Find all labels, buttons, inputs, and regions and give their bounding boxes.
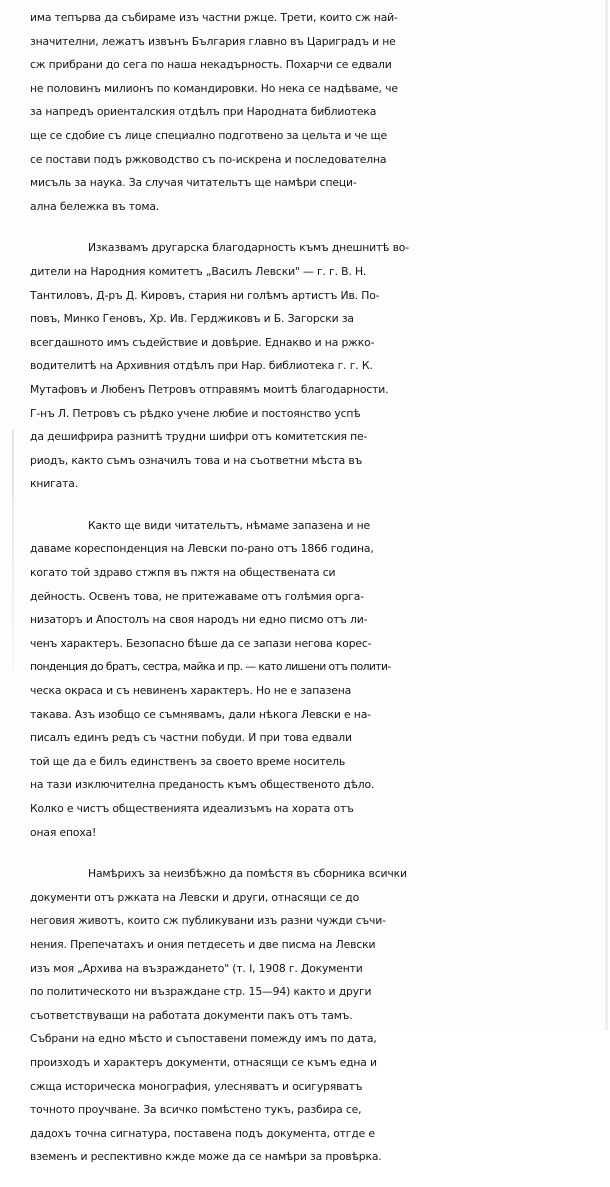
text-line: риодъ, както съмъ означилъ това и на съответни мѣста въ bbox=[30, 453, 363, 467]
scan-artifact-left bbox=[12, 430, 14, 670]
text-line: неговия животъ, които сж публикувани изъ разни чужди съчи- bbox=[30, 914, 386, 928]
text-line: документи отъ ржката на Левски и други, отнасящи се до bbox=[30, 890, 360, 904]
text-line: сжща историческа монография, улесняватъ и осигуряватъ bbox=[30, 1079, 363, 1093]
text-line: Изказвамъ другарска благодарность къмъ днешнитѣ во- bbox=[88, 241, 409, 255]
text-line: даваме кореспонденция на Левски по-рано отъ 1866 година, bbox=[30, 542, 374, 556]
text-line: нения. Препечатахъ и ония петдесеть и две писма на Левски bbox=[30, 937, 376, 951]
text-line: сж прибрани до сега по наша некадърность. Похарчи се едвали bbox=[30, 58, 392, 72]
text-line: има тепърва да събираме изъ частни ржце. Трети, които сж най- bbox=[30, 11, 398, 24]
text-line: дители на Народния комитетъ „Василъ Левски" — г. г. В. Н. bbox=[30, 264, 367, 278]
text-line: той ще да е билъ единственъ за своето време носитель bbox=[30, 754, 346, 768]
text-line: Мутафовъ и Любенъ Петровъ отправямъ моитѣ благодарности. bbox=[30, 382, 389, 396]
text-line: такава. Азъ изобщо се съмнявамъ, дали нѣкога Левски е на- bbox=[30, 707, 371, 721]
text-line: да дешифрира разнитѣ трудни шифри отъ комитетския пе- bbox=[30, 430, 368, 444]
text-line: се постави подъ ржководство съ по-искрена и последователна bbox=[30, 152, 387, 166]
text-line: всегдашното имъ съдействие и довѣрие. Еднакво и на ржко- bbox=[30, 335, 375, 349]
text-line: Както ще види читательтъ, нѣмаме запазена и не bbox=[88, 518, 371, 532]
scan-edge-right bbox=[605, 0, 608, 1031]
text-line: за напредъ ориенталския отдѣлъ при Народната библиотека bbox=[30, 105, 377, 119]
text-line: ченъ характеръ. Безопасно бѣше да се запази негова корес- bbox=[30, 636, 372, 650]
text-line: Събрани на едно мѣсто и съпоставени помежду имъ по дата, bbox=[30, 1032, 377, 1046]
text-line: Колко е чистъ общественията идеализъмъ на хората отъ bbox=[30, 802, 354, 815]
text-line: вземенъ и респективно кжде може да се намѣри за провѣрка. bbox=[30, 1150, 382, 1164]
text-line: по политическото ни възраждане стр. 15—94) както и други bbox=[30, 985, 372, 999]
text-line: Г-нъ Л. Петровъ съ рѣдко учене любие и постоянство успѣ bbox=[30, 406, 361, 420]
text-line: книгата. bbox=[30, 477, 79, 491]
text-line: писалъ единъ редъ съ частни побуди. И при това едвали bbox=[30, 731, 352, 745]
text-line: точното проучване. За всичко помѣстено тукъ, разбира се, bbox=[30, 1103, 362, 1117]
text-line: водителитѣ на Архивния отдѣлъ при Нар. библиотека г. г. К. bbox=[30, 359, 373, 373]
text-line: значителни, лежатъ извънъ България главно въ Цариградъ и не bbox=[30, 34, 396, 48]
text-line: съответствуващи на работата документи пакъ отъ тамъ. bbox=[30, 1008, 353, 1022]
text-line: ще се сдобие съ лице специално подготвено за цельта и че ще bbox=[30, 128, 388, 142]
text-line: понденция до братъ, сестра, майка и пр. — като лишени отъ полити- bbox=[30, 660, 391, 674]
paragraph-3 bbox=[30, 514, 590, 844]
text-line: повъ, Минко Геновъ, Хр. Ив. Герджиковъ и Б. Загорски за bbox=[30, 312, 354, 326]
text-line: мисъль за наука. За случая читательтъ ще намѣри специ- bbox=[30, 176, 357, 190]
text-line: когато той здраво стжпя въ пжтя на обществената си bbox=[30, 566, 336, 580]
text-line: ална бележка въ тома. bbox=[30, 199, 160, 213]
text-line: Тантиловъ, Д-ръ Д. Кировъ, стария ни голѣмъ артистъ Ив. По- bbox=[30, 288, 380, 302]
text-line: не половинъ милионъ по командировки. Но нека се надѣваме, че bbox=[30, 81, 398, 95]
text-line: на тази изключителна преданость къмъ общественото дѣло. bbox=[30, 778, 375, 792]
text-line: дадохъ точна сигнатура, поставена подъ документа, отгде е bbox=[30, 1126, 375, 1140]
text-line: ческа окраса и съ невиненъ характеръ. Но не е запазена bbox=[30, 684, 352, 698]
text-line: произходъ и характеръ документи, отнасящи се къмъ една и bbox=[30, 1055, 377, 1069]
text-line: изъ моя „Архива на възраждането" (т. I, 1908 г. Документи bbox=[30, 961, 363, 975]
body-text bbox=[30, 6, 590, 1187]
text-line: низаторъ и Апостолъ на своя народъ ни едно писмо отъ ли- bbox=[30, 613, 368, 627]
text-line: Намѣрихъ за неизбѣжно да помѣстя въ сборника всички bbox=[88, 867, 407, 881]
text-line: оная епоха! bbox=[30, 825, 97, 839]
paragraph-2 bbox=[30, 236, 590, 496]
text-line: дейность. Освенъ това, не притежаваме отъ голѣмия орга- bbox=[30, 589, 364, 603]
paragraph-1 bbox=[30, 6, 590, 218]
paragraph-4 bbox=[30, 862, 590, 1169]
